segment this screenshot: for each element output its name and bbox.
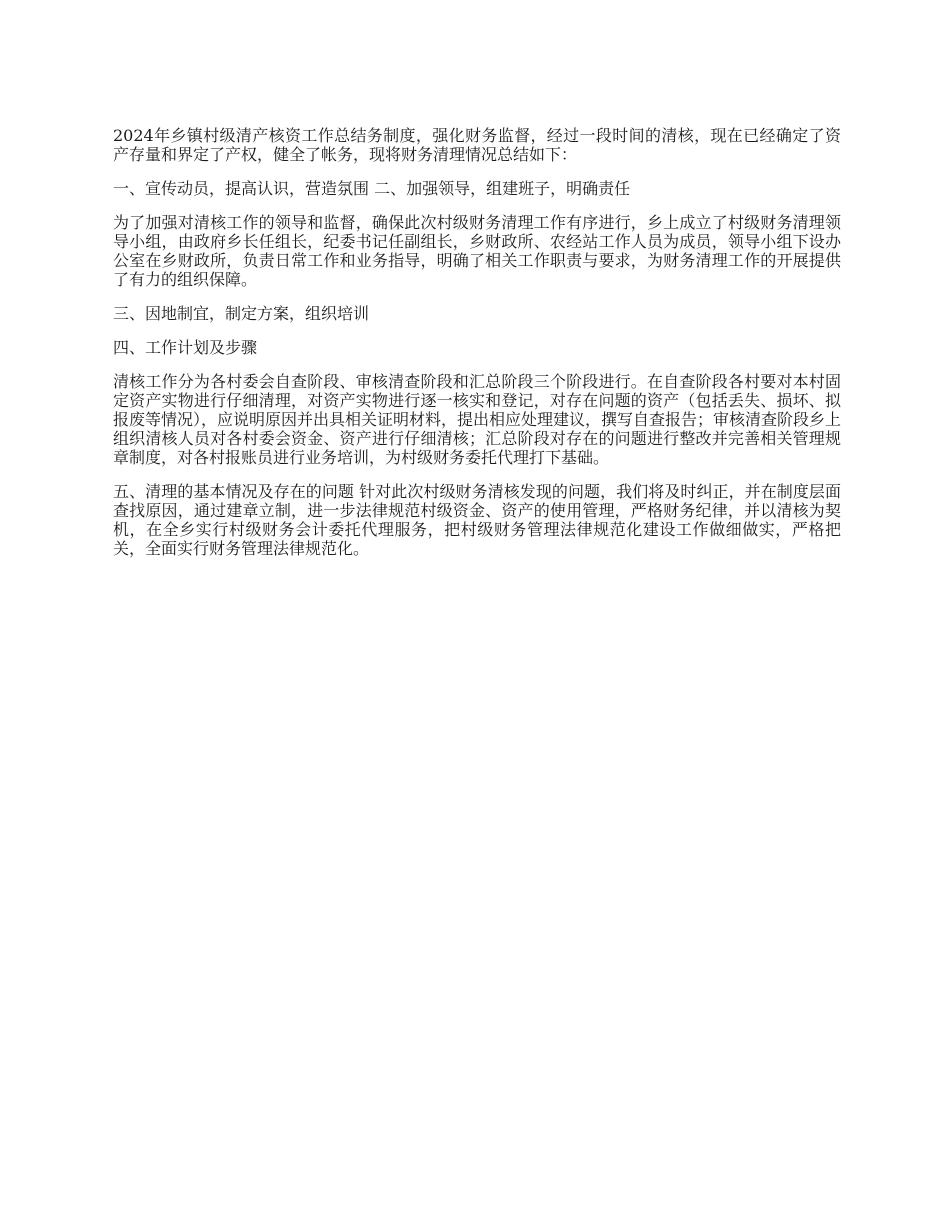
section-5-paragraph: 五、清理的基本情况及存在的问题 针对此次村级财务清核发现的问题，我们将及时纠正，并在制度层面查找原因，通过建章立制，进一步法律规范村级资金、资产的使用管理，严格财务纪律，并以清核为契机，在全乡实行村级财务会计委托代理服务，把村级财务管理法律规范化建设工作做细做实，严格把关，全面实行财务管理法律规范化。 <box>113 482 841 558</box>
section-heading-3: 三、因地制宜，制定方案，组织培训 <box>113 304 370 323</box>
intro-paragraph: 2024年乡镇村级清产核资工作总结务制度，强化财务监督，经过一段时间的清核，现在已经确定了资产存量和界定了产权，健全了帐务，现将财务清理情况总结如下： <box>113 126 841 164</box>
leadership-paragraph: 为了加强对清核工作的领导和监督，确保此次村级财务清理工作有序进行，乡上成立了村级财务清理领导小组，由政府乡长任组长，纪委书记任副组长，乡财政所、农经站工作人员为成员，领导小组下设办公室在乡财政所，负责日常工作和业务指导，明确了相关工作职责与要求，为财务清理工作的开展提供了有力的组织保障。 <box>113 213 841 289</box>
section-heading-4: 四、工作计划及步骤 <box>113 338 258 357</box>
section-heading-1-2: 一、宣传动员，提高认识，营造氛围 二、加强领导，组建班子，明确责任 <box>113 179 631 198</box>
document-body <box>113 126 841 573</box>
work-plan-paragraph: 清核工作分为各村委会自查阶段、审核清查阶段和汇总阶段三个阶段进行。在自查阶段各村要对本村固定资产实物进行仔细清理，对资产实物进行逐一核实和登记，对存在问题的资产（包括丢失、损坏、拟报废等情况），应说明原因并出具相关证明材料，提出相应处理建议，撰写自查报告；审核清查阶段乡上组织清核人员对各村委会资金、资产进行仔细清核；汇总阶段对存在的问题进行整改并完善相关管理规章制度，对各村报账员进行业务培训，为村级财务委托代理打下基础。 <box>113 372 842 467</box>
